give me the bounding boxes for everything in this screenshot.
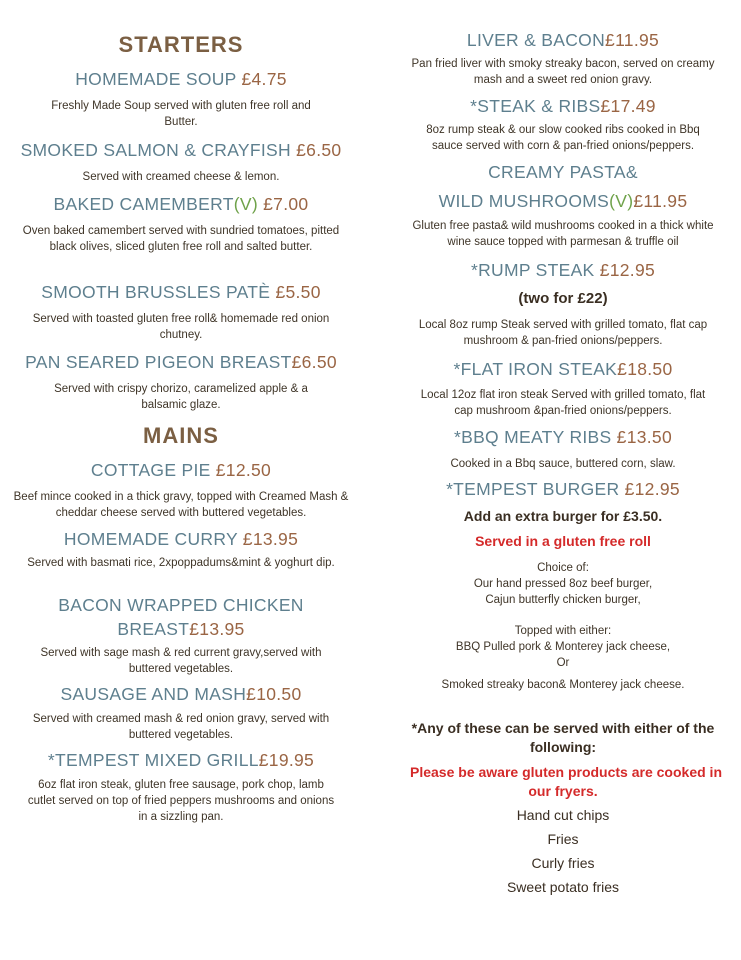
menu-item-description: Served with basmati rice, 2xpoppadums&mint & yoghurt dip.: [27, 557, 335, 569]
side-option: Sweet potato fries: [506, 879, 620, 895]
two-for-offer: (two for £22): [518, 290, 608, 307]
menu-item-description: Oven baked camembert served with sundried tomatoes, pitted black olives, sliced gluten free roll and salted butter.: [22, 225, 340, 253]
menu-item-title: SMOOTH BRUSSLES PATÈ £5.50: [41, 282, 321, 302]
menu-item-description: Served with crispy chorizo, caramelized apple & a balsamic glaze.: [54, 383, 308, 411]
menu-item-title-line2: WILD MUSHROOMS(V)£11.95: [438, 191, 688, 211]
menu-item-description: Served with sage mash & red current gravy,served with buttered vegetables.: [40, 647, 322, 675]
choice-option: Our hand pressed 8oz beef burger,: [473, 578, 653, 590]
sides-note-line2: following:: [529, 739, 597, 755]
menu-item-title: *TEMPEST BURGER £12.95: [446, 479, 680, 499]
side-option: Fries: [547, 831, 579, 847]
extra-burger-note: Add an extra burger for £3.50.: [463, 508, 663, 524]
topped-heading: Topped with either:: [514, 625, 612, 637]
topping-or: Or: [556, 657, 570, 669]
choice-heading: Choice of:: [537, 562, 589, 574]
menu-item-description: Served with creamed mash & red onion gravy, served with buttered vegetables.: [32, 713, 330, 741]
menu-item-title: HOMEMADE CURRY £13.95: [63, 529, 299, 549]
menu-item-title: *FLAT IRON STEAK£18.50: [453, 359, 673, 379]
menu-item-title: SAUSAGE AND MASH£10.50: [60, 684, 302, 704]
menu-item-title: *STEAK & RIBS£17.49: [470, 96, 656, 116]
menu-item-description: Served with creamed cheese & lemon.: [82, 171, 280, 183]
menu-item-description: Local 8oz rump Steak served with grilled tomato, flat cap mushroom & pan-fried onions/peppers.: [418, 319, 708, 347]
sides-note-line1: *Any of these can be served with either of the: [411, 720, 715, 736]
menu-item-title: BAKED CAMEMBERT(V) £7.00: [53, 194, 309, 214]
menu-item-description: 6oz flat iron steak, gluten free sausage, pork chop, lamb cutlet served on top of fried peppers mushrooms and onions in a sizzling pan.: [27, 779, 335, 823]
menu-item-description: Freshly Made Soup served with gluten free roll and Butter.: [51, 100, 311, 128]
menu-item-description: Cooked in a Bbq sauce, buttered corn, slaw.: [450, 458, 676, 470]
menu-item-title-line2: BREAST£13.95: [117, 619, 245, 639]
mains-heading: MAINS: [143, 423, 219, 448]
gluten-warning-line1: Please be aware gluten products are cooked in: [410, 764, 722, 780]
menu-item-description: Beef mince cooked in a thick gravy, topped with Creamed Mash & cheddar cheese served with buttered vegetables.: [13, 491, 349, 519]
menu-item-title: LIVER & BACON£11.95: [466, 30, 660, 50]
topping-option: Smoked streaky bacon& Monterey jack cheese.: [441, 679, 685, 691]
menu-item-description: Gluten free pasta& wild mushrooms cooked in a thick white wine sauce topped with parmesan & truffle oil: [412, 220, 714, 248]
gluten-free-roll-note: Served in a gluten free roll: [475, 533, 651, 549]
menu-item-title: SMOKED SALMON & CRAYFISH £6.50: [20, 140, 342, 160]
menu-item-title: HOMEMADE SOUP £4.75: [75, 69, 287, 89]
menu-item-description: Pan fried liver with smoky streaky bacon, served on creamy mash and a sweet red onion gravy.: [411, 58, 715, 86]
menu-item-description: Local 12oz flat iron steak Served with grilled tomato, flat cap mushroom &pan-fried onions/peppers.: [420, 389, 706, 417]
side-option: Hand cut chips: [516, 807, 610, 823]
starters-heading: STARTERS: [118, 32, 244, 57]
menu-item-title: COTTAGE PIE £12.50: [90, 460, 272, 480]
gluten-warning-line2: our fryers.: [528, 783, 598, 799]
side-option: Curly fries: [531, 855, 595, 871]
choice-option: Cajun butterfly chicken burger,: [485, 594, 641, 606]
menu-item-title: *RUMP STEAK £12.95: [470, 260, 656, 280]
topping-option: BBQ Pulled pork & Monterey jack cheese,: [455, 641, 671, 653]
menu-item-title-line1: BACON WRAPPED CHICKEN: [58, 595, 304, 615]
menu-item-title: *BBQ MEATY RIBS £13.50: [454, 427, 672, 447]
menu-item-title-line1: CREAMY PASTA&: [488, 162, 638, 182]
menu-item-description: Served with toasted gluten free roll& homemade red onion chutney.: [32, 313, 330, 341]
menu-item-description: 8oz rump steak & our slow cooked ribs cooked in Bbq sauce served with corn & pan-fried onions/peppers.: [426, 124, 700, 152]
menu-item-title: *TEMPEST MIXED GRILL£19.95: [47, 750, 315, 770]
menu-item-title: PAN SEARED PIGEON BREAST£6.50: [25, 352, 337, 372]
